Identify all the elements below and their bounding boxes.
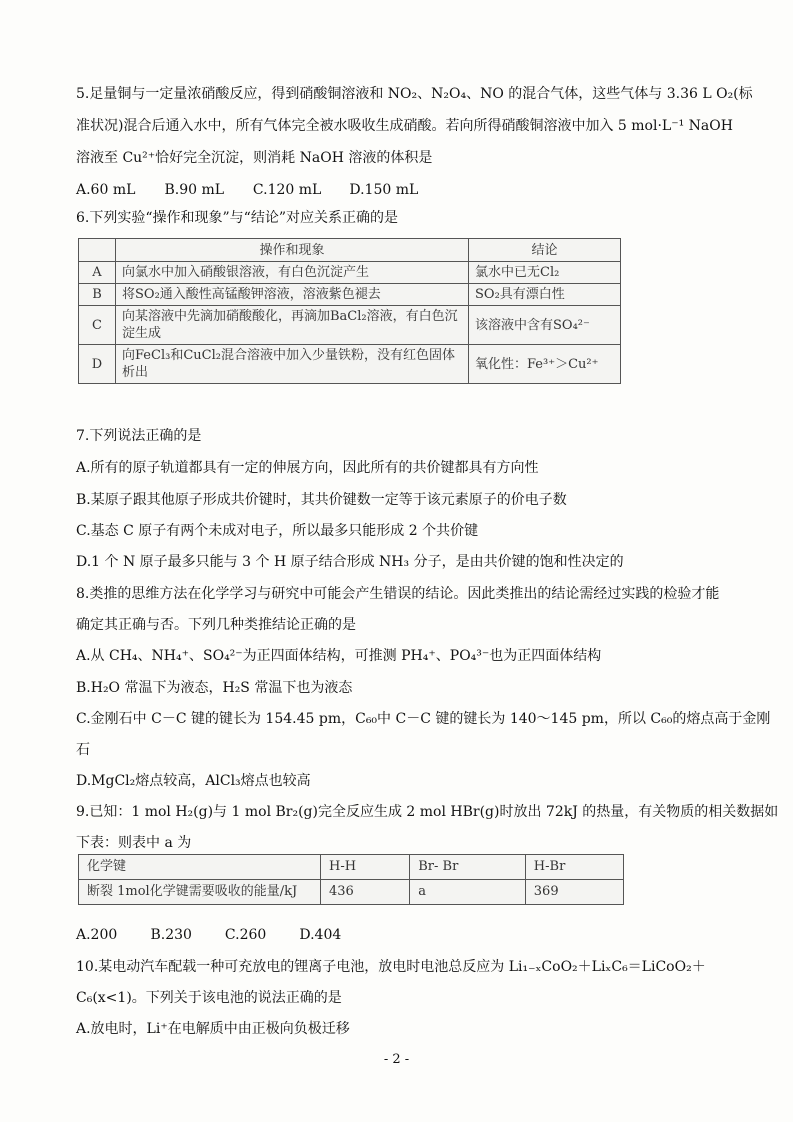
q7-option-c: C.基态 C 原子有两个未成对电子，所以最多只能形成 2 个共价键 [76, 523, 479, 539]
table-row [79, 284, 621, 306]
row-label: A [79, 262, 116, 284]
option-a: A.60 mL [76, 182, 136, 198]
table-row [79, 855, 624, 880]
page-number: - 2 - [383, 1052, 410, 1067]
table-header-row [79, 239, 621, 262]
q9-line1: 9.已知：1 mol H₂(g)与 1 mol Br₂(g)完全反应生成 2 mol HBr(g)时放出 72kJ 的热量，有关物质的相关数据如 [76, 804, 779, 820]
q8-line1: 8.类推的思维方法在化学学习与研究中可能会产生错误的结论。因此类推出的结论需经过实践的检验才能 [76, 586, 720, 602]
q8-option-b: B.H₂O 常温下为液态，H₂S 常温下也为液态 [76, 680, 353, 696]
row-operation: 向氯水中加入硝酸银溶液，有白色沉淀产生 [116, 262, 469, 284]
row-label: B [79, 284, 116, 306]
cell-hh: H-H [321, 855, 410, 880]
q6-table [78, 238, 621, 384]
q10-line2: C₆(x<1)。下列关于该电池的说法正确的是 [76, 990, 342, 1006]
option-b: B.230 [150, 927, 192, 943]
row-operation: 将SO₂通入酸性高锰酸钾溶液，溶液紫色褪去 [116, 284, 469, 306]
q7-option-b: B.某原子跟其他原子形成共价键时，其共价键数一定等于该元素原子的价电子数 [76, 492, 567, 508]
option-b: B.90 mL [164, 182, 225, 198]
q7-option-a: A.所有的原子轨道都具有一定的伸展方向，因此所有的共价键都具有方向性 [76, 460, 539, 476]
row-operation: 向某溶液中先滴加硝酸酸化，再滴加BaCl₂溶液，有白色沉淀生成 [116, 306, 469, 345]
q10-option-a: A.放电时，Li⁺在电解质中由正极向负极迁移 [76, 1021, 350, 1037]
option-d: D.404 [299, 927, 342, 943]
q8-option-c-line1: C.金刚石中 C－C 键的键长为 154.45 pm，C₆₀中 C－C 键的键长为 140～145 pm，所以 C₆₀的熔点高于金刚 [76, 711, 771, 727]
q7-option-d: D.1 个 N 原子最多只能与 3 个 H 原子结合形成 NH₃ 分子，是由共价键的饱和性决定的 [76, 554, 624, 570]
q8-option-c-line2: 石 [76, 742, 90, 758]
q6-stem: 6.下列实验“操作和现象”与“结论”对应关系正确的是 [76, 210, 398, 226]
cell-bond-label: 化学键 [79, 855, 321, 880]
row-conclusion: 氧化性：Fe³⁺＞Cu²⁺ [469, 345, 621, 384]
row-conclusion: 该溶液中含有SO₄²⁻ [469, 306, 621, 345]
cell-hbr: H-Br [525, 855, 623, 880]
table-row [79, 262, 621, 284]
q7-stem: 7.下列说法正确的是 [76, 428, 202, 444]
q9-table [78, 854, 624, 905]
q9-line2: 下表：则表中 a 为 [76, 835, 192, 851]
table-row [79, 306, 621, 345]
row-operation: 向FeCl₃和CuCl₂混合溶液中加入少量铁粉，没有红色固体析出 [116, 345, 469, 384]
cell-brbr: Br- Br [410, 855, 526, 880]
cell-brbr-value: a [410, 880, 526, 905]
row-label: D [79, 345, 116, 384]
q5-line1: 5.足量铜与一定量浓硝酸反应，得到硝酸铜溶液和 NO₂、N₂O₄、NO 的混合气体，这些气体与 3.36 L O₂(标 [76, 86, 753, 102]
q8-option-a: A.从 CH₄、NH₄⁺、SO₄²⁻为正四面体结构，可推测 PH₄⁺、PO₄³⁻也为正四面体结构 [76, 648, 602, 664]
q5-options [76, 180, 726, 200]
cell-hh-value: 436 [321, 880, 410, 905]
q5-line2: 准状况)混合后通入水中，所有气体完全被水吸收生成硝酸。若向所得硝酸铜溶液中加入 5 mol·L⁻¹ NaOH [76, 118, 733, 134]
q10-line1: 10.某电动汽车配载一种可充放电的锂离子电池，放电时电池总反应为 Li₁₋ₓCoO₂＋LiₓC₆＝LiCoO₂＋ [76, 959, 706, 975]
header-operation: 操作和现象 [116, 239, 469, 262]
q9-options [76, 925, 726, 945]
cell-hbr-value: 369 [525, 880, 623, 905]
cell-energy-label: 断裂 1mol化学键需要吸收的能量/kJ [79, 880, 321, 905]
option-c: C.260 [224, 927, 267, 943]
option-c: C.120 mL [252, 182, 322, 198]
row-label: C [79, 306, 116, 345]
q8-option-d: D.MgCl₂熔点较高，AlCl₃熔点也较高 [76, 773, 311, 789]
header-conclusion: 结论 [469, 239, 621, 262]
option-d: D.150 mL [349, 182, 419, 198]
q8-line2: 确定其正确与否。下列几种类推结论正确的是 [76, 617, 356, 633]
table-row [79, 880, 624, 905]
row-conclusion: SO₂具有漂白性 [469, 284, 621, 306]
option-a: A.200 [76, 927, 118, 943]
row-conclusion: 氯水中已无Cl₂ [469, 262, 621, 284]
q5-line3: 溶液至 Cu²⁺恰好完全沉淀，则消耗 NaOH 溶液的体积是 [76, 150, 433, 166]
table-row [79, 345, 621, 384]
